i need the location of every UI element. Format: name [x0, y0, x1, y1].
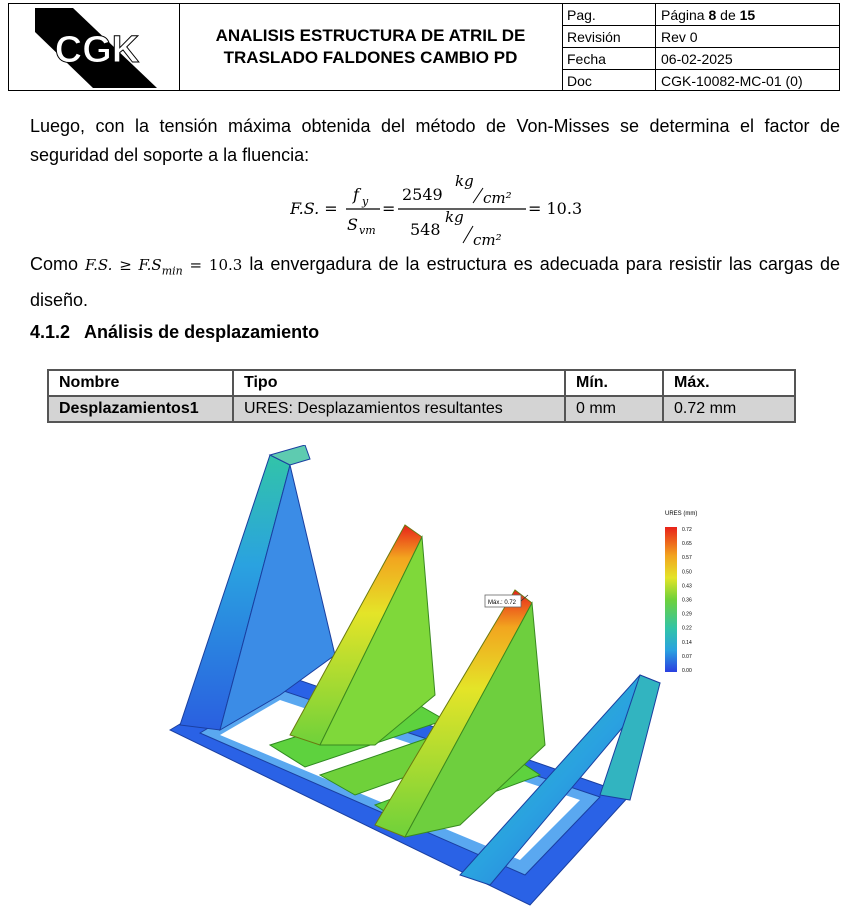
- section-number: 4.1.2: [30, 322, 71, 342]
- formula-num-value: 2549: [402, 185, 443, 204]
- section-title: Análisis de desplazamiento: [84, 322, 320, 342]
- info-label: Pag.: [562, 4, 656, 26]
- max-marker-label: Máx.: 0.72: [488, 600, 517, 606]
- formula-result: = 10.3: [528, 199, 583, 218]
- paragraph-intro: Luego, con la tensión máxima obtenida del método de Von-Misses se determina el factor de seguridad del soporte a la fluencia:: [30, 116, 840, 165]
- legend-tick-label: 0.57: [682, 555, 692, 562]
- info-value: Rev 0: [656, 26, 840, 48]
- document-info-table: [562, 4, 839, 91]
- legend-ticks: [682, 527, 692, 674]
- document-header: [8, 3, 840, 91]
- info-row-revision: [562, 26, 839, 48]
- table-cell: Desplazamientos1: [48, 396, 233, 422]
- info-row-doc: [562, 70, 839, 92]
- legend-tick-label: 0.36: [682, 597, 692, 604]
- formula-num-symbol: f: [353, 185, 359, 204]
- table-cell: 0.72 mm: [663, 396, 795, 422]
- formula-den-unit-bottom: cm²: [473, 231, 502, 249]
- col-header: Máx.: [663, 370, 795, 396]
- legend-color-bar: [665, 527, 677, 672]
- formula-den-symbol: S: [347, 215, 358, 234]
- formula-den-unit-top: kg: [445, 208, 464, 226]
- info-value: CGK-10082-MC-01 (0): [656, 70, 840, 92]
- formula-num-subscript: y: [362, 195, 369, 208]
- paragraph-conclusion: Como F.S. ≥ $F.S_{min} = 10.3$ la envergadura de la estructura es adecuada para resistir las cargas de diseño.: [30, 254, 841, 310]
- legend-tick-label: 0.65: [682, 541, 692, 548]
- legend-tick-label: 0.07: [682, 653, 692, 660]
- results-table: [47, 369, 796, 423]
- results-header-row: [48, 370, 795, 396]
- info-value-page: Página 8 de 15: [656, 4, 840, 26]
- info-value: 06-02-2025: [656, 48, 840, 70]
- section-heading: [30, 322, 319, 343]
- title-line-1: ANALISIS ESTRUCTURA DE ATRIL DE: [215, 26, 526, 45]
- table-cell: 0 mm: [565, 396, 663, 422]
- formula-den-subscript: vm: [359, 224, 376, 237]
- legend-tick-label: 0.22: [682, 625, 692, 632]
- legend-tick-label: 0.29: [682, 611, 692, 618]
- document-title: [179, 4, 563, 90]
- legend-tick-label: 0.43: [682, 583, 692, 590]
- svg-text:=: =: [382, 199, 396, 218]
- displacement-plot: [160, 445, 700, 913]
- logo-text: CGK: [54, 29, 140, 71]
- info-label: Fecha: [562, 48, 656, 70]
- title-line-2: TRASLADO FALDONES CAMBIO PD: [223, 48, 518, 67]
- legend-tick-label: 0.14: [682, 639, 692, 646]
- info-label: Revisión: [562, 26, 656, 48]
- legend-tick-label: 0.72: [682, 527, 692, 533]
- legend-tick-label: 0.50: [682, 569, 692, 576]
- col-header: Nombre: [48, 370, 233, 396]
- info-label: Doc: [562, 70, 656, 92]
- formula-num-unit-top: kg: [455, 172, 474, 190]
- company-logo: [9, 4, 180, 90]
- legend-tick-label: 0.00: [682, 668, 692, 674]
- info-row-page: [562, 4, 839, 26]
- safety-factor-formula: [290, 172, 610, 252]
- formula-num-unit-bottom: cm²: [483, 189, 512, 207]
- formula-den-value: 548: [410, 220, 441, 239]
- info-row-date: [562, 48, 839, 70]
- table-row: [48, 396, 795, 422]
- col-header: Tipo: [233, 370, 565, 396]
- col-header: Mín.: [565, 370, 663, 396]
- formula-lhs: F.S. =: [290, 199, 338, 218]
- legend-title: URES (mm): [665, 511, 698, 517]
- table-cell: URES: Desplazamientos resultantes: [233, 396, 565, 422]
